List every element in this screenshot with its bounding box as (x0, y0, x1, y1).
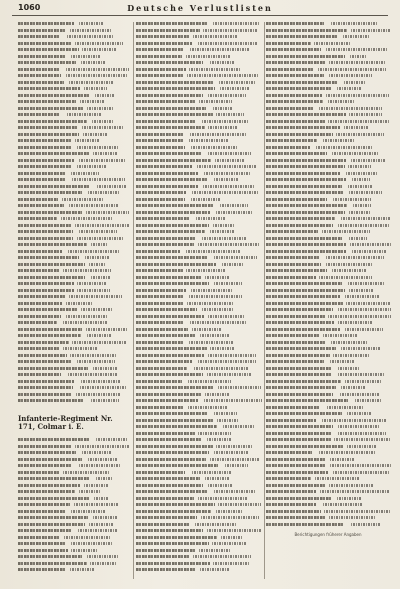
text-line (18, 185, 130, 188)
text-line (136, 211, 262, 214)
text-line (18, 126, 130, 129)
text-line (136, 334, 262, 337)
text-line (266, 139, 392, 142)
text-line (266, 256, 392, 259)
text-line (266, 68, 392, 71)
text-line (266, 113, 392, 116)
text-line (18, 81, 130, 84)
text-line (18, 230, 130, 233)
text-line (266, 289, 392, 292)
text-line (266, 48, 392, 51)
text-line (18, 451, 130, 454)
text-line (266, 224, 392, 227)
text-line (18, 172, 130, 175)
text-line (266, 354, 392, 357)
text-line (18, 113, 130, 116)
text-line (136, 568, 262, 571)
text-line (136, 81, 262, 84)
text-line (266, 451, 392, 454)
column-rule (264, 22, 265, 579)
text-line (136, 295, 262, 298)
text-line (18, 42, 130, 45)
text-line (18, 48, 130, 51)
text-line (136, 451, 262, 454)
footer-note: Berichtigungen früherer Angaben (294, 532, 362, 537)
text-line (18, 282, 130, 285)
text-line (136, 328, 262, 331)
text-line (136, 276, 262, 279)
text-line (136, 555, 262, 558)
column-rule (133, 22, 134, 579)
text-line (266, 438, 392, 441)
page-number: 1060 (18, 3, 41, 12)
text-line (18, 198, 130, 201)
text-line (18, 178, 130, 181)
text-line (18, 373, 130, 376)
text-line (18, 321, 130, 324)
text-line (136, 419, 262, 422)
text-line (266, 497, 392, 500)
text-line (136, 87, 262, 90)
text-line (136, 94, 262, 97)
text-column-middle (136, 22, 262, 581)
text-line (266, 367, 392, 370)
text-line (18, 146, 130, 149)
text-line (136, 523, 262, 526)
text-line (266, 347, 392, 350)
text-line (136, 432, 262, 435)
text-line (18, 347, 130, 350)
text-line (266, 477, 392, 480)
text-line (18, 386, 130, 389)
text-line (266, 185, 392, 188)
text-line (266, 386, 392, 389)
text-line (136, 445, 262, 448)
text-line (18, 133, 130, 136)
text-line (18, 341, 130, 344)
text-line (136, 321, 262, 324)
text-line (136, 529, 262, 532)
text-line (136, 302, 262, 305)
text-line (18, 562, 130, 565)
text-line (136, 347, 262, 350)
text-line (18, 295, 130, 298)
section-heading: Infanterie-Regiment Nr. 171, Colmar i. E. (18, 414, 113, 431)
text-line (266, 406, 392, 409)
text-line (136, 74, 262, 77)
text-line (136, 139, 262, 142)
text-line (18, 510, 130, 513)
text-line (266, 29, 392, 32)
text-line (18, 471, 130, 474)
text-line (266, 276, 392, 279)
text-line (136, 269, 262, 272)
text-line (18, 263, 130, 266)
text-line (18, 204, 130, 207)
text-line (136, 536, 262, 539)
text-line (18, 360, 130, 363)
text-line (18, 289, 130, 292)
text-line (136, 100, 262, 103)
text-line (266, 211, 392, 214)
text-line (18, 68, 130, 71)
text-line (18, 302, 130, 305)
text-line (18, 399, 130, 402)
text-line (136, 354, 262, 357)
text-line (266, 269, 392, 272)
text-line (136, 159, 262, 162)
text-line (266, 510, 392, 513)
text-line (266, 425, 392, 428)
text-line (266, 172, 392, 175)
text-line (266, 341, 392, 344)
text-line (18, 165, 130, 168)
text-line (266, 126, 392, 129)
text-line (266, 360, 392, 363)
text-line (136, 549, 262, 552)
text-line (18, 243, 130, 246)
text-line (266, 178, 392, 181)
text-line (266, 133, 392, 136)
text-line (266, 393, 392, 396)
text-line (266, 94, 392, 97)
text-line (18, 74, 130, 77)
text-line (266, 419, 392, 422)
text-line (266, 334, 392, 337)
text-line (136, 152, 262, 155)
text-line (136, 477, 262, 480)
text-line (266, 107, 392, 110)
text-line (18, 256, 130, 259)
text-line (266, 412, 392, 415)
text-line (136, 217, 262, 220)
text-line (136, 107, 262, 110)
text-line (136, 380, 262, 383)
text-line (18, 334, 130, 337)
text-line (18, 94, 130, 97)
text-line (18, 217, 130, 220)
text-line (266, 321, 392, 324)
text-line (136, 243, 262, 246)
text-line (136, 386, 262, 389)
text-line (18, 100, 130, 103)
text-line (136, 497, 262, 500)
text-line (266, 302, 392, 305)
text-line (266, 35, 392, 38)
text-line (136, 399, 262, 402)
text-line (18, 497, 130, 500)
text-line (266, 191, 392, 194)
text-line (266, 464, 392, 467)
text-line (266, 198, 392, 201)
text-line (18, 152, 130, 155)
text-line (136, 562, 262, 565)
text-line (266, 243, 392, 246)
text-line (18, 516, 130, 519)
text-line (136, 484, 262, 487)
text-line (136, 282, 262, 285)
text-line (136, 438, 262, 441)
text-line (18, 120, 130, 123)
text-line (136, 29, 262, 32)
text-line (136, 256, 262, 259)
text-line (266, 22, 392, 25)
text-line (136, 406, 262, 409)
text-line (266, 146, 392, 149)
text-line (136, 61, 262, 64)
text-line (266, 308, 392, 311)
text-line (136, 237, 262, 240)
text-line (266, 380, 392, 383)
text-line (136, 263, 262, 266)
text-line (136, 126, 262, 129)
text-line (136, 360, 262, 363)
text-line (18, 393, 130, 396)
text-column-left (18, 22, 130, 581)
text-line (136, 510, 262, 513)
text-line (136, 308, 262, 311)
text-line (136, 146, 262, 149)
text-line (18, 55, 130, 58)
text-line (136, 35, 262, 38)
text-line (18, 276, 130, 279)
text-line (266, 328, 392, 331)
text-line (136, 315, 262, 318)
text-line (266, 490, 392, 493)
text-line (136, 120, 262, 123)
text-line (18, 308, 130, 311)
text-line (136, 289, 262, 292)
text-line (136, 458, 262, 461)
text-line (136, 516, 262, 519)
text-line (266, 87, 392, 90)
text-line (18, 224, 130, 227)
text-line (18, 529, 130, 532)
text-line (18, 458, 130, 461)
text-line (266, 250, 392, 253)
text-line (266, 100, 392, 103)
text-line (18, 191, 130, 194)
text-line (18, 315, 130, 318)
text-line (18, 367, 130, 370)
running-title: Deutsche Verlustlisten (127, 3, 273, 13)
text-line (136, 471, 262, 474)
text-line (18, 484, 130, 487)
text-line (266, 152, 392, 155)
text-line (136, 204, 262, 207)
text-line (136, 42, 262, 45)
text-line (18, 549, 130, 552)
text-line (18, 380, 130, 383)
text-line (266, 237, 392, 240)
text-line (18, 250, 130, 253)
text-line (136, 373, 262, 376)
text-line (266, 373, 392, 376)
text-line (18, 211, 130, 214)
text-line (266, 230, 392, 233)
text-line (266, 159, 392, 162)
text-line (266, 523, 392, 526)
text-line (136, 178, 262, 181)
text-line (136, 412, 262, 415)
text-line (18, 477, 130, 480)
text-line (136, 68, 262, 71)
text-line (266, 295, 392, 298)
text-line (18, 490, 130, 493)
text-line (18, 523, 130, 526)
text-line (266, 484, 392, 487)
text-line (266, 516, 392, 519)
text-line (18, 354, 130, 357)
text-line (18, 29, 130, 32)
text-line (266, 315, 392, 318)
text-line (266, 471, 392, 474)
text-column-right (266, 22, 392, 581)
text-line (136, 198, 262, 201)
text-line (136, 425, 262, 428)
text-line (266, 263, 392, 266)
text-line (18, 445, 130, 448)
text-line (136, 341, 262, 344)
text-line (266, 217, 392, 220)
text-line (136, 542, 262, 545)
text-line (136, 133, 262, 136)
text-line (136, 367, 262, 370)
text-line (266, 74, 392, 77)
text-line (18, 503, 130, 506)
text-line (18, 22, 130, 25)
text-line (18, 555, 130, 558)
text-line (136, 503, 262, 506)
text-line (18, 61, 130, 64)
text-line (136, 490, 262, 493)
text-line (18, 568, 130, 571)
text-line (18, 87, 130, 90)
text-line (266, 120, 392, 123)
text-line (136, 48, 262, 51)
text-line (136, 172, 262, 175)
text-line (136, 191, 262, 194)
text-line (136, 113, 262, 116)
text-line (18, 542, 130, 545)
text-line (136, 55, 262, 58)
text-line (266, 204, 392, 207)
text-line (266, 61, 392, 64)
text-line (18, 536, 130, 539)
text-line (136, 22, 262, 25)
text-line (136, 230, 262, 233)
text-line (18, 139, 130, 142)
page-header (12, 3, 388, 16)
text-line (18, 464, 130, 467)
text-line (266, 399, 392, 402)
text-line (266, 81, 392, 84)
text-line (18, 107, 130, 110)
text-line (266, 282, 392, 285)
text-line (136, 165, 262, 168)
text-line (266, 445, 392, 448)
text-line (136, 250, 262, 253)
text-line (266, 165, 392, 168)
text-line (266, 503, 392, 506)
text-line (266, 55, 392, 58)
text-line (136, 185, 262, 188)
text-line (18, 328, 130, 331)
text-line (18, 159, 130, 162)
text-line (18, 438, 130, 441)
text-line (18, 237, 130, 240)
text-line (266, 458, 392, 461)
text-line (136, 393, 262, 396)
text-line (18, 269, 130, 272)
text-line (18, 35, 130, 38)
text-line (266, 42, 392, 45)
text-line (266, 432, 392, 435)
text-line (136, 464, 262, 467)
text-line (136, 224, 262, 227)
